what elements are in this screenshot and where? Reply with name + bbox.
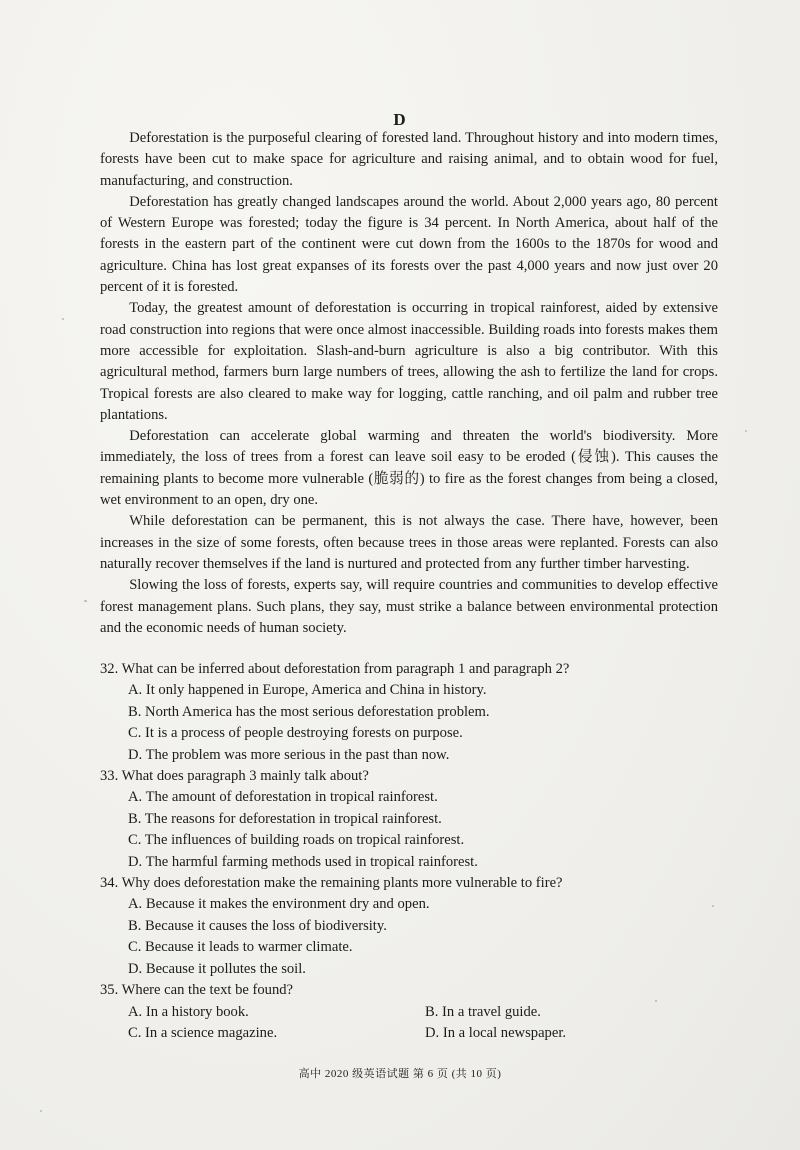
option-a: A. In a history book.	[128, 1003, 249, 1020]
question-stem: 32. What can be inferred about deforestation from paragraph 1 and paragraph 2?	[100, 661, 570, 677]
question-list	[100, 659, 740, 1044]
scan-speck	[712, 905, 714, 907]
reading-passage	[100, 128, 718, 639]
option-b: B. In a travel guide.	[425, 1003, 541, 1020]
paragraph-6: Slowing the loss of forests, experts say, will require countries and communities to develop effective forest management plans. Such plans, they say, must strike a balance between environmental protection and the economic needs of human society.	[100, 577, 718, 636]
option-c: C. The influences of building roads on tropical rainforest.	[128, 832, 465, 849]
paragraph-2: Deforestation has greatly changed landscapes around the world. About 2,000 years ago, 80 percent of Western Europe was forested; today the figure is 34 percent. In North America, about half of the forests in the eastern part of the continent were cut down from the 1600s to the 1870s for wood and agriculture. China has lost great expanses of its forests over the past 4,000 years and now just over 20 percent of it is forested.	[100, 193, 718, 296]
option-d: D. Because it pollutes the soil.	[128, 960, 306, 977]
paragraph-4: Deforestation can accelerate global warming and threaten the world's biodiversity. More immediately, the loss of trees from a forest can leave soil easy to be eroded (侵蚀). This causes the remaining plants to become more vulnerable (脆弱的) to fire as the forest changes from being a closed, wet environment to an open, dry one.	[100, 428, 718, 509]
option-b: B. North America has the most serious deforestation problem.	[128, 703, 490, 720]
option-c: C. It is a process of people destroying forests on purpose.	[128, 725, 463, 742]
option-c: C. Because it leads to warmer climate.	[128, 939, 353, 956]
scan-speck	[40, 1110, 42, 1112]
question-33	[100, 766, 740, 873]
paragraph-5: While deforestation can be permanent, this is not always the case. There have, however, been increases in the size of some forests, often because trees in those areas were replanted. Forests can also naturally recover themselves if the land is nurtured and protected from any further timber harvesting.	[100, 513, 718, 572]
page-footer: 高中 2020 级英语试题 第 6 页 (共 10 页)	[298, 1068, 502, 1080]
question-stem: 33. What does paragraph 3 mainly talk about?	[100, 768, 369, 785]
option-a: A. The amount of deforestation in tropical rainforest.	[128, 789, 438, 806]
scan-speck	[84, 600, 87, 602]
question-stem: 35. Where can the text be found?	[100, 982, 294, 999]
option-row	[128, 1002, 740, 1023]
question-35	[100, 980, 740, 1044]
scan-speck	[62, 318, 64, 320]
section-letter: D	[393, 110, 407, 129]
option-c: C. In a science magazine.	[128, 1024, 278, 1041]
option-d: D. The problem was more serious in the past than now.	[128, 746, 450, 763]
option-a: A. It only happened in Europe, America and China in history.	[128, 682, 487, 699]
option-b: B. Because it causes the loss of biodiversity.	[128, 917, 387, 934]
option-b: B. The reasons for deforestation in tropical rainforest.	[128, 810, 442, 827]
option-d: D. In a local newspaper.	[425, 1024, 567, 1041]
question-32	[100, 659, 740, 766]
question-stem: 34. Why does deforestation make the remaining plants more vulnerable to fire?	[100, 875, 563, 892]
paragraph-3: Today, the greatest amount of deforestation is occurring in tropical rainforest, aided by extensive road construction into regions that were once almost inaccessible. Building roads into forests makes them more accessible for exploitation. Slash-and-burn agriculture is also a big contributor. With this agricultural method, farmers burn large numbers of trees, allowing the ash to fertilize the land for crops. Tropical forests are also cleared to make way for logging, cattle ranching, and oil palm and rubber tree plantations.	[100, 300, 718, 423]
option-a: A. Because it makes the environment dry and open.	[128, 896, 430, 913]
scan-speck	[745, 430, 747, 432]
scan-speck	[655, 1000, 657, 1002]
paragraph-1: Deforestation is the purposeful clearing of forested land. Throughout history and into modern times, forests have been cut to make space for agriculture and raising animal, and to obtain wood for fuel, manufacturing, and construction.	[100, 130, 718, 189]
question-34	[100, 873, 740, 980]
option-d: D. The harmful farming methods used in tropical rainforest.	[128, 853, 478, 870]
option-row	[128, 1023, 740, 1044]
